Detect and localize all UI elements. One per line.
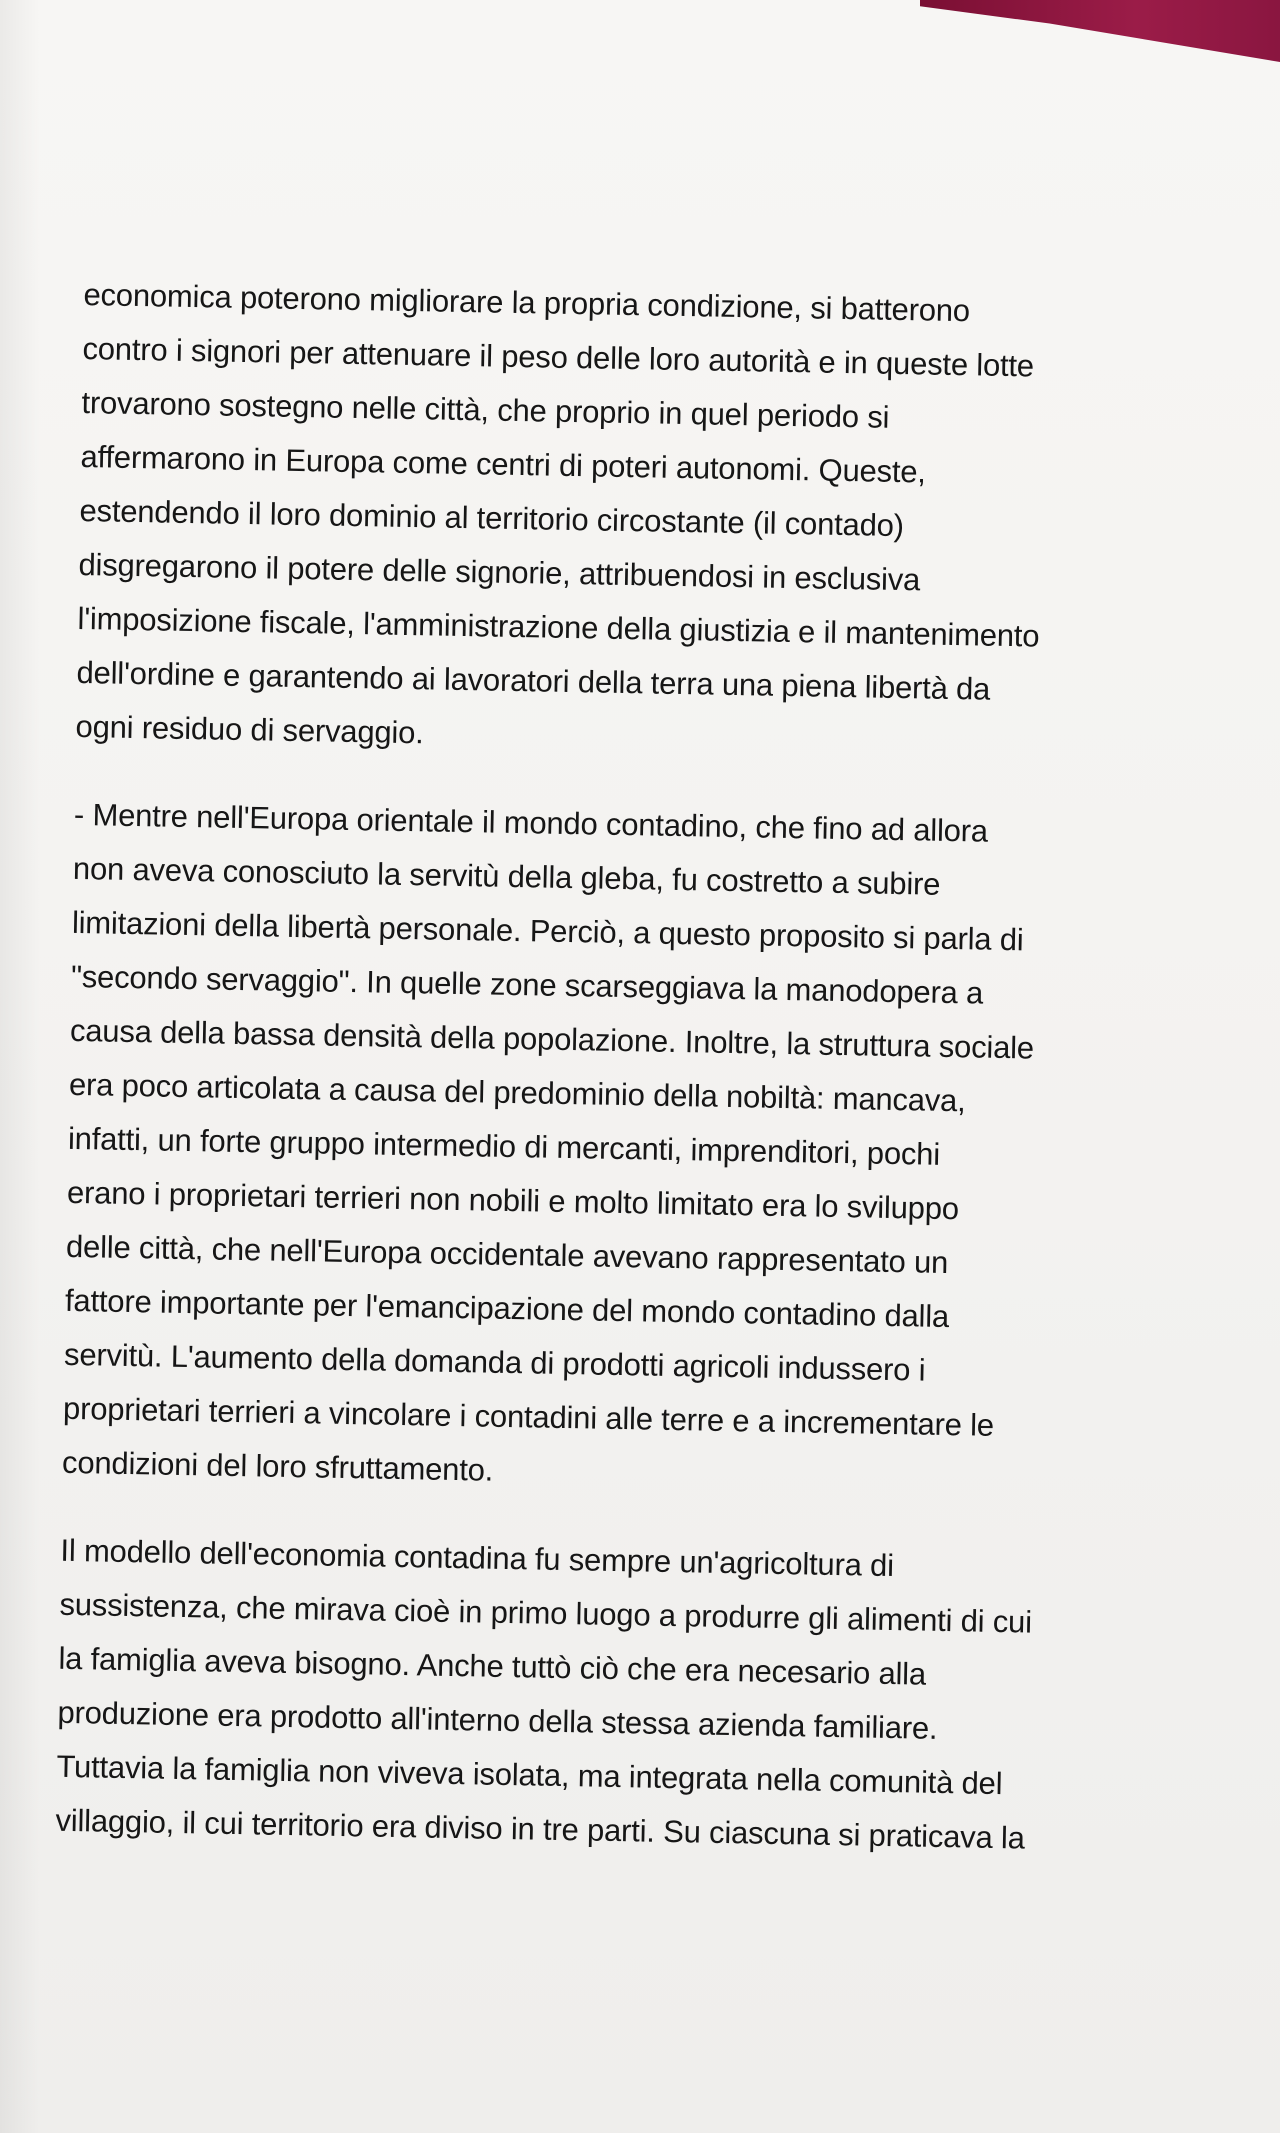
text-line: l'imposizione fiscale, l'amministrazione della giustizia e il mantenimento	[77, 600, 1040, 654]
text-line: erano i proprietari terrieri non nobili e molto limitato era lo sviluppo	[66, 1174, 960, 1227]
text-line: dell'ordine e garantendo ai lavoratori della terra una piena libertà da	[76, 654, 991, 707]
text-line: trovarono sostegno nelle città, che proprio in quel periodo si	[81, 384, 890, 435]
text-line: limitazioni della libertà personale. Perciò, a questo proposito si parla di	[71, 904, 1024, 958]
text-line: era poco articolata a causa del predominio della nobiltà: mancava,	[68, 1066, 966, 1119]
paragraph-2	[62, 788, 1105, 1509]
text-line: servitù. L'aumento della domanda di prodotti agricoli indussero i	[63, 1336, 926, 1388]
text-line: la famiglia aveva bisogno. Anche tuttò ciò che era necesario alla	[58, 1640, 927, 1692]
text-line: fattore importante per l'emancipazione del mondo contadino dalla	[64, 1282, 950, 1335]
text-line: "secondo servaggio". In quelle zone scarseggiava la manodopera a	[70, 958, 984, 1011]
text-line: condizioni del loro sfruttamento.	[61, 1444, 494, 1488]
text-line: sussistenza, che mirava cioè in primo luogo a produrre gli alimenti di cui	[59, 1586, 1033, 1640]
text-line: produzione era prodotto all'interno della stessa azienda familiare.	[57, 1694, 938, 1746]
text-line: - Mentre nell'Europa orientale il mondo contadino, che fino ad allora	[73, 796, 989, 849]
page-edge-shadow	[0, 0, 40, 2133]
text-line: delle città, che nell'Europa occidentale avevano rappresentato un	[65, 1228, 949, 1280]
text-line: affermarono in Europa come centri di poteri autonomi. Queste,	[80, 438, 927, 490]
text-line: villaggio, il cui territorio era diviso in tre parti. Su ciascuna si praticava la	[55, 1802, 1026, 1856]
text-line: Il modello dell'economia contadina fu sempre un'agricoltura di	[60, 1532, 895, 1584]
text-line: Tuttavia la famiglia non viveva isolata, ma integrata nella comunità del	[56, 1748, 1003, 1802]
paragraph-1	[75, 268, 1114, 773]
text-line: contro i signori per attenuare il peso delle loro autorità e in queste lotte	[82, 330, 1035, 384]
text-body	[54, 268, 1113, 1901]
paragraph-3	[55, 1524, 1091, 1867]
text-line: ogni residuo di servaggio.	[75, 708, 424, 751]
text-line: economica poterono migliorare la propria condizione, si batterono	[83, 276, 971, 329]
text-line: causa della bassa densità della popolazione. Inoltre, la struttura sociale	[69, 1012, 1035, 1066]
text-line: disgregarono il potere delle signorie, attribuendosi in esclusiva	[78, 546, 921, 598]
text-line: estendendo il loro dominio al territorio circostante (il contado)	[79, 492, 905, 544]
text-line: proprietari terrieri a vincolare i contadini alle terre e a incrementare le	[62, 1390, 995, 1443]
text-line: infatti, un forte gruppo intermedio di mercanti, imprenditori, pochi	[67, 1120, 941, 1172]
corner-tab-decoration	[920, 0, 1280, 62]
text-line: non aveva conosciuto la servitù della gleba, fu costretto a subire	[72, 850, 941, 902]
